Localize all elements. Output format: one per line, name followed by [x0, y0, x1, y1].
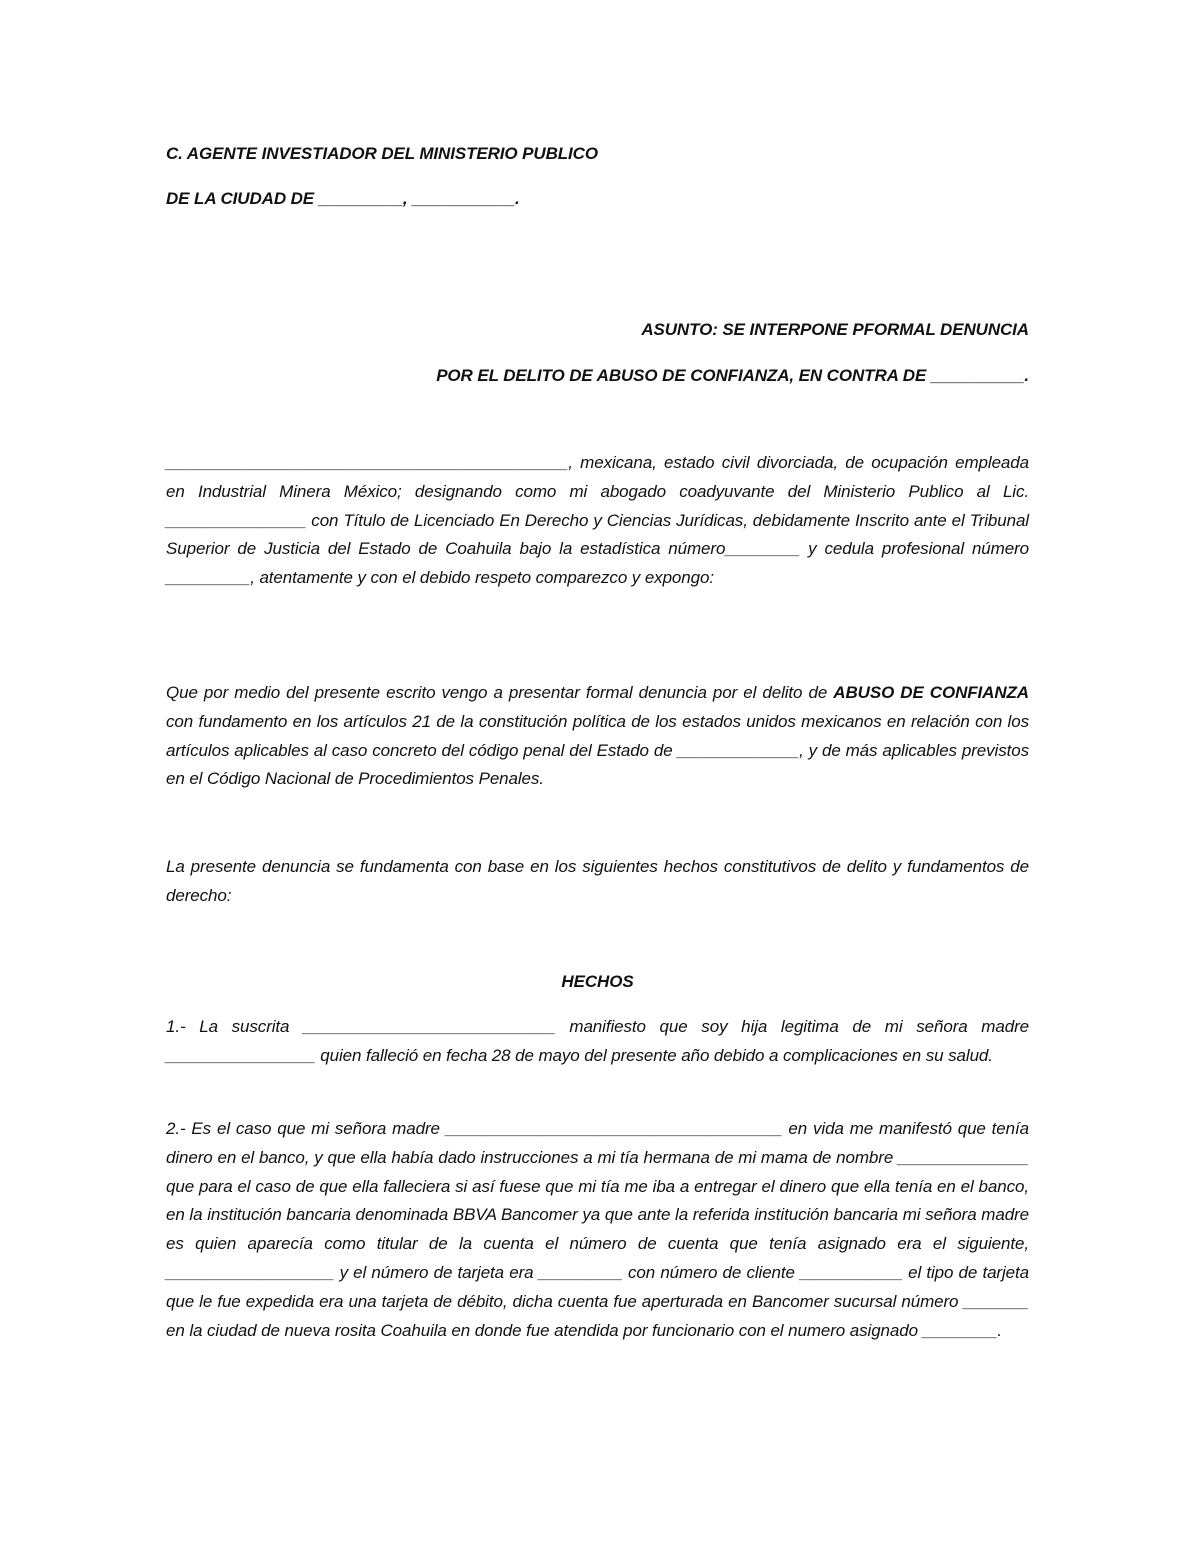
- subject-line-2: POR EL DELITO DE ABUSO DE CONFIANZA, EN CONTRA DE __________.: [436, 366, 1029, 385]
- fact-item-2: 2.- Es el caso que mi señora madre ____________________________________ en vida me manifestó que tenía dinero en el banco, y que ella había dado instrucciones a mi tía hermana de mi mama de nombre ______________ que para el caso de que ella falleciera si así fuese que mi tía me iba a entregar el dinero que ella tenía en el banco, en la institución bancaria denominada BBVA Bancomer ya que ante la referida institución bancaria mi señora madre es quien aparecía como titular de la cuenta el número de cuenta que tenía asignado era el siguiente, __________________ y el número de tarjeta era _________ con número de cliente ___________ el tipo de tarjeta que le fue expedida era una tarjeta de débito, dicha cuenta fue aperturada en Bancomer sucursal número _______ en la ciudad de nueva rosita Coahuila en donde fue atendida por funcionario con el numero asignado ________.: [166, 1119, 1029, 1340]
- complaint-paragraph: [166, 679, 1029, 794]
- basis-paragraph: La presente denuncia se fundamenta con base en los siguientes hechos constitutivos de delito y fundamentos de derecho:: [166, 857, 1029, 905]
- intro-paragraph: ___________________________________________, mexicana, estado civil divorciada, de ocupación empleada en Industrial Minera México; designando como mi abogado coadyuvante del Ministerio Publico al Lic. _______________ con Título de Licenciado En Derecho y Ciencias Jurídicas, debidamente Inscrito ante el Tribunal Superior de Justicia del Estado de Coahuila bajo la estadística número________ y cedula profesional número _________, atentamente y con el debido respeto comparezco y expongo:: [166, 453, 1029, 588]
- complaint-text-after: con fundamento en los artículos 21 de la constitución política de los estados unidos mexicanos en relación con los artículos aplicables al caso concreto del código penal del Estado de _____________, y de más aplicables previstos en el Código Nacional de Procedimientos Penales.: [166, 711, 1029, 789]
- addressee-line-1: C. AGENTE INVESTIADOR DEL MINISTERIO PUBLICO: [166, 144, 598, 163]
- complaint-text-before: Que por medio del presente escrito vengo a presentar formal denuncia por el delito de: [166, 683, 834, 702]
- fact-item-1: 1.- La suscrita ___________________________ manifiesto que soy hija legitima de mi señora madre ________________ quien falleció en fecha 28 de mayo del presente año debido a complicaciones en su salud.: [166, 1017, 1029, 1065]
- addressee-line-2: DE LA CIUDAD DE _________, ___________.: [166, 189, 520, 208]
- crime-name: ABUSO DE CONFIANZA: [833, 683, 1029, 702]
- facts-heading: HECHOS: [561, 972, 634, 991]
- subject-line-1: ASUNTO: SE INTERPONE PFORMAL DENUNCIA: [641, 320, 1029, 339]
